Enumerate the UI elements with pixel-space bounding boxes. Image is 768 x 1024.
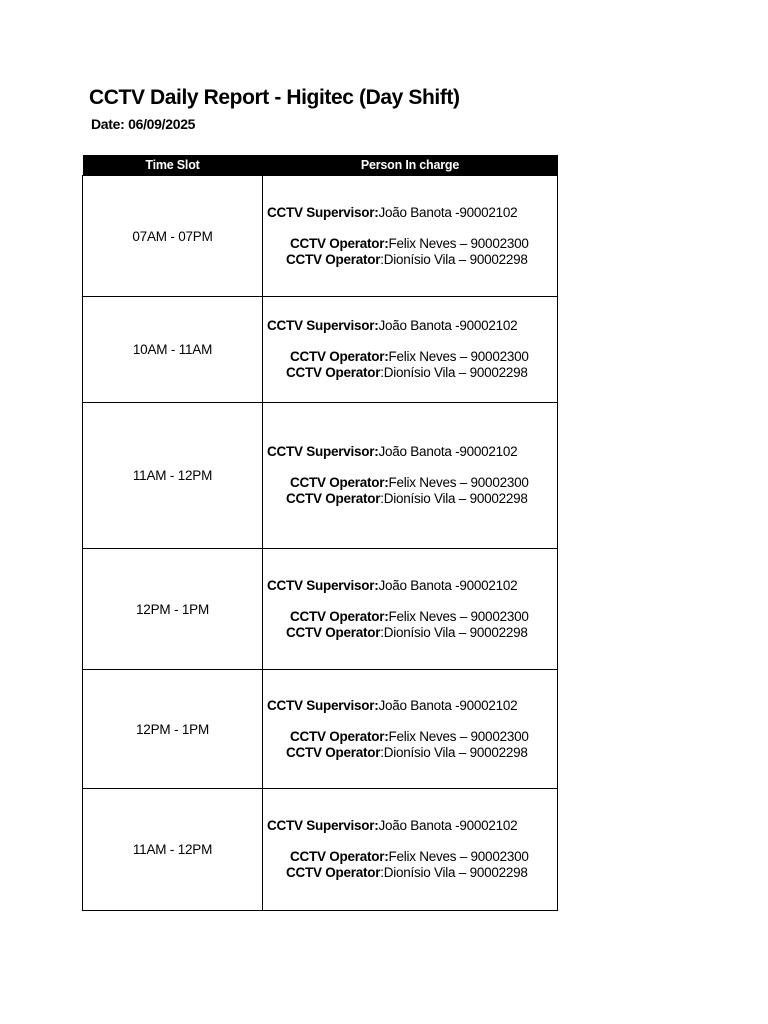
supervisor-line <box>263 578 557 594</box>
person-in-charge-cell <box>263 789 558 911</box>
time-slot-cell <box>83 549 263 670</box>
supervisor-name: João Banota -90002102 <box>378 204 518 220</box>
supervisor-line <box>263 205 557 221</box>
supervisor-label: CCTV Supervisor: <box>267 444 379 459</box>
operator-label: CCTV Operator <box>286 491 381 506</box>
operator-label: CCTV Operator <box>286 365 381 380</box>
supervisor-name: João Banota -90002102 <box>378 444 518 459</box>
operator-label: CCTV Operator <box>286 865 381 880</box>
operator-name: Felix Neves – 90002300 <box>388 475 529 490</box>
operator-name: Felix Neves – 90002300 <box>388 849 529 864</box>
operator-name: :Dionísio Vila – 90002298 <box>380 491 528 506</box>
operator-line <box>263 475 557 491</box>
operator-name: :Dionísio Vila – 90002298 <box>380 251 528 267</box>
header-person-in-charge: Person In charge <box>263 155 558 176</box>
operator-name: Felix Neves – 90002300 <box>388 728 529 744</box>
operator-line <box>263 625 557 641</box>
time-slot-text: 11AM - 12PM <box>132 842 213 857</box>
operator-line <box>263 849 557 865</box>
operator-label: CCTV Operator: <box>290 728 389 744</box>
operator-name: :Dionísio Vila – 90002298 <box>380 865 528 880</box>
person-in-charge-cell <box>263 549 558 670</box>
operator-label: CCTV Operator: <box>290 475 389 490</box>
time-slot-text: 12PM - 1PM <box>135 721 210 737</box>
operator-name: Felix Neves – 90002300 <box>388 235 529 251</box>
time-slot-cell <box>83 403 263 549</box>
supervisor-line <box>263 818 557 834</box>
operator-label: CCTV Operator <box>286 744 381 760</box>
table-row <box>83 403 558 549</box>
operator-label: CCTV Operator <box>286 624 381 640</box>
shift-table <box>82 155 558 911</box>
operator-line <box>263 252 557 268</box>
report-title: CCTV Daily Report - Higitec (Day Shift) <box>89 86 460 109</box>
supervisor-label: CCTV Supervisor: <box>267 318 379 333</box>
operator-line <box>263 349 557 365</box>
supervisor-name: João Banota -90002102 <box>378 697 518 713</box>
operator-name: :Dionísio Vila – 90002298 <box>380 624 528 640</box>
time-slot-cell <box>83 297 263 403</box>
person-in-charge-cell <box>263 403 558 549</box>
operator-line <box>263 865 557 881</box>
person-in-charge-cell <box>263 176 558 297</box>
operator-line <box>263 745 557 761</box>
person-in-charge-cell <box>263 670 558 789</box>
operator-name: :Dionísio Vila – 90002298 <box>380 744 528 760</box>
operator-label: CCTV Operator: <box>290 608 389 624</box>
operator-label: CCTV Operator: <box>290 235 389 251</box>
table-row <box>83 549 558 670</box>
supervisor-label: CCTV Supervisor: <box>267 818 379 833</box>
operator-label: CCTV Operator: <box>290 849 389 864</box>
operator-line <box>263 609 557 625</box>
supervisor-line <box>263 444 557 460</box>
supervisor-label: CCTV Supervisor: <box>267 577 379 593</box>
supervisor-label: CCTV Supervisor: <box>267 697 379 713</box>
header-time-slot: Time Slot <box>83 155 263 176</box>
report-date: Date: 06/09/2025 <box>91 116 196 132</box>
operator-line <box>263 365 557 381</box>
supervisor-line <box>263 318 557 334</box>
time-slot-text: 11AM - 12PM <box>132 468 213 483</box>
operator-name: :Dionísio Vila – 90002298 <box>380 365 528 380</box>
operator-name: Felix Neves – 90002300 <box>388 349 529 364</box>
operator-label: CCTV Operator: <box>290 349 389 364</box>
operator-name: Felix Neves – 90002300 <box>388 608 529 624</box>
time-slot-cell <box>83 176 263 297</box>
operator-line <box>263 491 557 507</box>
table-row <box>83 670 558 789</box>
time-slot-cell <box>83 670 263 789</box>
supervisor-line <box>263 698 557 714</box>
time-slot-cell <box>83 789 263 911</box>
table-row <box>83 789 558 911</box>
supervisor-name: João Banota -90002102 <box>378 318 518 333</box>
operator-line <box>263 236 557 252</box>
supervisor-name: João Banota -90002102 <box>378 577 518 593</box>
time-slot-text: 10AM - 11AM <box>132 342 213 357</box>
time-slot-text: 12PM - 1PM <box>135 601 210 617</box>
time-slot-text: 07AM - 07PM <box>132 228 213 244</box>
operator-line <box>263 729 557 745</box>
table-row <box>83 176 558 297</box>
table-header-row <box>83 155 558 176</box>
supervisor-label: CCTV Supervisor: <box>267 204 379 220</box>
person-in-charge-cell <box>263 297 558 403</box>
supervisor-name: João Banota -90002102 <box>378 818 518 833</box>
operator-label: CCTV Operator <box>286 251 381 267</box>
table-row <box>83 297 558 403</box>
